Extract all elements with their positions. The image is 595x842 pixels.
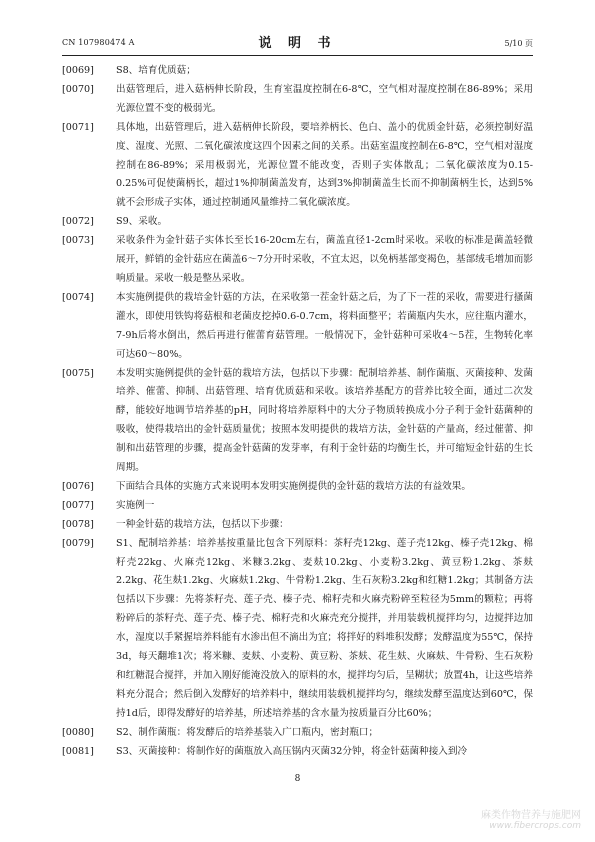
patent-number: CN 107980474 A [62, 38, 135, 47]
watermark-url: www.fibercrops.com [489, 821, 581, 831]
paragraph-text: S2、制作菌瓶：将发酵后的培养基装入广口瓶内，密封瓶口； [116, 726, 379, 738]
paragraph [62, 81, 533, 119]
paragraph [62, 478, 533, 497]
paragraph-number: [0071] [62, 121, 94, 133]
paragraph-text: 本发明实施例提供的金针菇的栽培方法，包括以下步骤：配制培养基、制作菌瓶、灭菌接种、发菌培养、催蕾、抑制、出菇管理、培育优质菇和采收。该培养基配方的营养比较全面，通过二次发酵，能较好地调节培养基的pH，同时将培养原料中的大分子物质转换成小分子利于金针菇菌种的吸收，使得栽培出的金针菇质量优；按照本发明提供的栽培方法，金针菇的产量高，经过催蕾、抑制和出菇管理的步骤，提高金针菇菌的发芽率，有利于金针菇的均衡生长，并可缩短金针菇的生长周期。 [116, 367, 533, 474]
document-body [62, 62, 533, 762]
paragraph-number: [0073] [62, 235, 94, 247]
paragraph-number: [0069] [62, 65, 94, 76]
site-watermark [481, 806, 581, 831]
paragraph-number: [0074] [62, 291, 94, 303]
paragraph [62, 516, 533, 535]
watermark-site-name: 麻类作物营养与施肥网 [481, 810, 581, 821]
paragraph-text: 具体地，出菇管理后，进入菇柄伸长阶段，要培养柄长、色白、盖小的优质金针菇，必须控制好温度、湿度、光照、二氧化碳浓度这四个因素之间的关系。出菇室温度控制在6-8℃，空气相对湿度控制在86-89%；采用极弱光，光源位置不能改变，否则子实体散乱；二氧化碳浓度为0.15-0.25%可促使菌柄长，超过1%抑制菌盖发育，达到3%抑制菌盖生长而不抑制菌柄生长，达到5%就不会形成子实体，通过控制通风量维持二氧化碳浓度。 [116, 121, 533, 209]
paragraph-number: [0080] [62, 726, 94, 738]
page-of-total: 5/10 页 [504, 39, 533, 48]
paragraph-number: [0079] [62, 537, 94, 549]
paragraph-number: [0070] [62, 83, 94, 95]
paragraph [62, 213, 533, 232]
paragraph-number: [0078] [62, 518, 94, 530]
paragraph-text: S9、采收。 [116, 216, 168, 228]
paragraph-text: 一种金针菇的栽培方法，包括以下步骤： [116, 518, 289, 530]
paragraph [62, 365, 533, 478]
paragraph [62, 724, 533, 743]
document-type-title: 说 明 书 [258, 36, 337, 51]
page-number: 8 [294, 774, 301, 784]
paragraph-text: 下面结合具体的实施方式来说明本发明实施例提供的金针菇的栽培方法的有益效果。 [116, 480, 471, 492]
paragraph-text: S3、灭菌接种：将制作好的菌瓶放入高压锅内灭菌32分钟，将金针菇菌种接入到冷 [116, 745, 468, 757]
paragraph-number: [0076] [62, 480, 94, 492]
paragraph [62, 62, 533, 81]
paragraph [62, 289, 533, 365]
paragraph-number: [0072] [62, 216, 94, 228]
paragraph-text: 本实施例提供的栽培金针菇的方法，在采收第一茬金针菇之后，为了下一茬的采收，需要进行搔菌灌水，即使用铁钩将菇根和老菌皮挖掉0.6-0.7cm，将料面整平；若菌瓶内失水，应往瓶内灌水，7-9h后将水倒出，然后再进行催蕾育菇管理。一般情况下，金针菇种可采收4～5茬，生物转化率可达60～80%。 [116, 291, 533, 360]
paragraph-text: 采收条件为金针菇子实体长至长16-20cm左右，菌盖直径1-2cm时采收。采收的标准是菌盖轻微展开，鲜销的金针菇应在菌盖6～7分开时采收，不宜太迟，以免柄基部变褐色，基部绒毛增加而影响质量。采收一般是整丛采收。 [116, 235, 533, 284]
paragraph [62, 535, 533, 724]
paragraph [62, 119, 533, 214]
paragraph-number: [0075] [62, 367, 94, 379]
paragraph-number: [0081] [62, 745, 94, 757]
header-rule [62, 55, 533, 56]
paragraph [62, 497, 533, 516]
paragraph-number: [0077] [62, 499, 94, 511]
paragraph [62, 232, 533, 289]
paragraph-text: 出菇管理后，进入菇柄伸长阶段，生育室温度控制在6-8℃，空气相对湿度控制在86-89%；采用光源位置不变的极弱光。 [116, 83, 533, 114]
paragraph-text: S1、配制培养基：培养基按重量比包含下列原料：茶籽壳12kg、莲子壳12kg、榛子壳12kg、棉籽壳22kg、火麻壳12kg、米糠3.2kg、麦麸10.2kg、小麦粉3.2kg、黄豆粉1.2kg、茶麸2.2kg、花生麸1.2kg、火麻麸1.2kg、牛骨粉1.2kg、生石灰粉3.2kg和红糖1.2kg；其制备方法包括以下步骤：先将茶籽壳、莲子壳、榛子壳、棉籽壳和火麻壳粉碎至粒径为5mm的颗粒；再将粉碎后的茶籽壳、莲子壳、榛子壳、棉籽壳和火麻壳充分搅拌，并用装载机搅拌均匀，边搅拌边加水，湿度以手紧握培养料能有水渗出但不滴出为宜；将拌好的料堆积发酵；发酵温度为55℃，保持3d，每天翻堆1次；将米糠、麦麸、小麦粉、黄豆粉、茶麸、花生麸、火麻麸、牛骨粉、生石灰粉和红糖混合搅拌，并加入刚好能淹没放入的原料的水，搅拌均匀后，呈糊状；放置4h，让这些培养料充分混合；然后倒入发酵好的培养料中，继续用装载机搅拌均匀，继续发酵至温度达到60℃，保持1d后，即得发酵好的培养基，所述培养基的含水量为按质量百分比60%； [116, 537, 533, 719]
page-header [62, 30, 533, 52]
paragraph [62, 743, 533, 762]
paragraph-text: 实施例一 [116, 499, 155, 511]
paragraph-text: S8、培育优质菇； [116, 65, 196, 76]
